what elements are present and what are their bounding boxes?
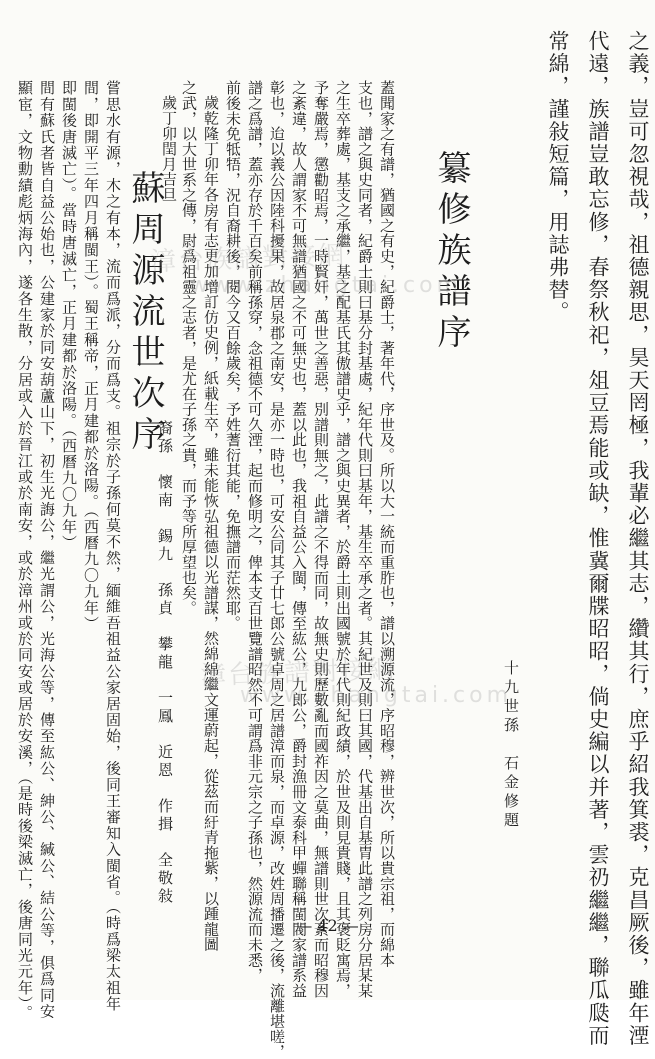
old-preface-column-2: 支也，譜之與史同者，紀爵士則曰基分封基處，紀年代則曰基年，基生卒承之者。其紀世及則曰其國，代基出自基胄此譜之列房分居某某 [356,80,374,998]
preface-column-1: 之義，豈可忽視哉，祖德親思，昊天罔極，我輩必繼其志，纘其行，庶乎紹我箕裘，克昌厥後，雖年湮 [626,30,650,1047]
old-preface-column-10: 之武，以大世系之傳，尉爲祖靈之志者，是尤在子孫之貴，而予等所厚望也矣。 [180,80,198,616]
preface-column-3: 常綿，謹敍短篇，用誌弗替。 [546,30,570,324]
old-preface-column-9: 歲乾隆丁卯年各房有志更加增訂仿史例，紙載生卒，雖未能恢弘祖德以光譜謀，然綿綿繼文運蔚起，從茲而紆青拖紫，以踵龍圖 [202,95,220,952]
preface-title: 纂修族譜序 [431,150,471,355]
old-preface-column-6: 彰也，迨以義公因陸科擾果，故居泉郡之南安，是亦一時也，可安公同其子廿七郎公號卓周之居譜漳而泉，而卓源，改姓周播遷之後，流離堪嗟， [268,80,286,1059]
watermark-text-top: 漳台族譜對接網 [149,240,347,278]
section-column-3: 即閩後唐滅亡）。當時唐滅亡，正月建都於洛陽。（西曆九〇九年） [60,80,78,551]
old-preface-column-7: 譜之爲譜，蓋亦存於千百矣前稱孫穿，念祖德不可久湮，起而修明之，俾本支百世覽譜昭然不可謂爲非元宗之子孫也，然源流而未悉， [246,80,264,983]
old-preface-column-3: 之生卒葬處，基支之承繼，基之配基氏其傲譜史乎，譜之與史異者，於爵土則出國號於年代則紀政績，於世及則見貴賤，且其褒貶寓焉， [334,80,352,998]
old-preface-column-5: 之紊違，故人謂家不可無譜猶國之不可無史也，蓋以此也，我祖自益公入閩，傳至紘公，九郎公，爵封漁冊文泰科甲蟬聯稱閩閥家譜系益 [290,80,308,998]
section-column-5: 顯宦，文物勳績彪炳海內，遂各生散，分居或入於晉江或於南安，或於漳州或於同安或居於安溪，（是時後梁滅亡，後唐同光元年）。 [16,80,34,1021]
watermark-url-bottom: www.zhangtai.com [240,683,513,708]
old-preface-column-4: 予奪嚴焉，懲勸昭焉，一時賢奸，萬世之善惡，別譜則無之，此譜之不得而同，故無史則歷數亂而國祚因之莫曲，無譜則世次紊而昭穆因 [312,80,330,998]
watermark-url-top: www.zhangtai.com [190,273,463,298]
section-column-1: 嘗思水有源，木之有本，流而爲派，分而爲支。祖宗於子孫何莫不然，緬維吾祖益公家居固始，後同王審知入閩省。（時爲梁太祖年 [104,80,122,1013]
preface-author: 十九世孫 石金修題 [502,660,520,831]
old-preface-date: 歲丁卯閏月吉旦 [160,95,178,203]
section-column-4: 間有蘇氏者皆自益公始也，公建家於同安葫蘆山下，初生光誨公，繼光謂公，光海公等，傳至紘公、紳公、緘公、結公等，俱爲同安 [38,80,56,1020]
old-preface-signers: 裔孫 懷南 錫九 孫貞 攀龍 一鳳 近恩 作揖 全敬敍 [156,420,174,906]
watermark-text-bottom: 漳台族譜對接網 [199,654,397,692]
section-column-2: 間，即開平三年四月稱閩王）。蜀王稱帝，正月建都於洛陽。（西曆九〇九年） [82,80,100,632]
page-number: — 42 — [296,916,359,935]
section-title: 蘇周源流世次序 [125,170,165,457]
old-preface-column-1: 蓋聞家之有譜，猶國之有史，紀爵士，著年代，序世及。所以大一統而重胙也，譜以溯源流，序昭穆，辨世次，所以貴宗祖，而綿本 [378,80,396,968]
preface-column-2: 代遠，族譜豈敢忘修，春祭秋祀，俎豆焉能或缺，惟冀爾牒昭昭，倘史編以并著，雲礽繼繼，聯瓜瓞而 [586,30,610,1047]
old-preface-column-8: 前後未免牴牾，況自裔耕後，閱今又百餘歲矣，予姓蓍衍其能，免撫譜而茫然耶。 [224,80,242,631]
